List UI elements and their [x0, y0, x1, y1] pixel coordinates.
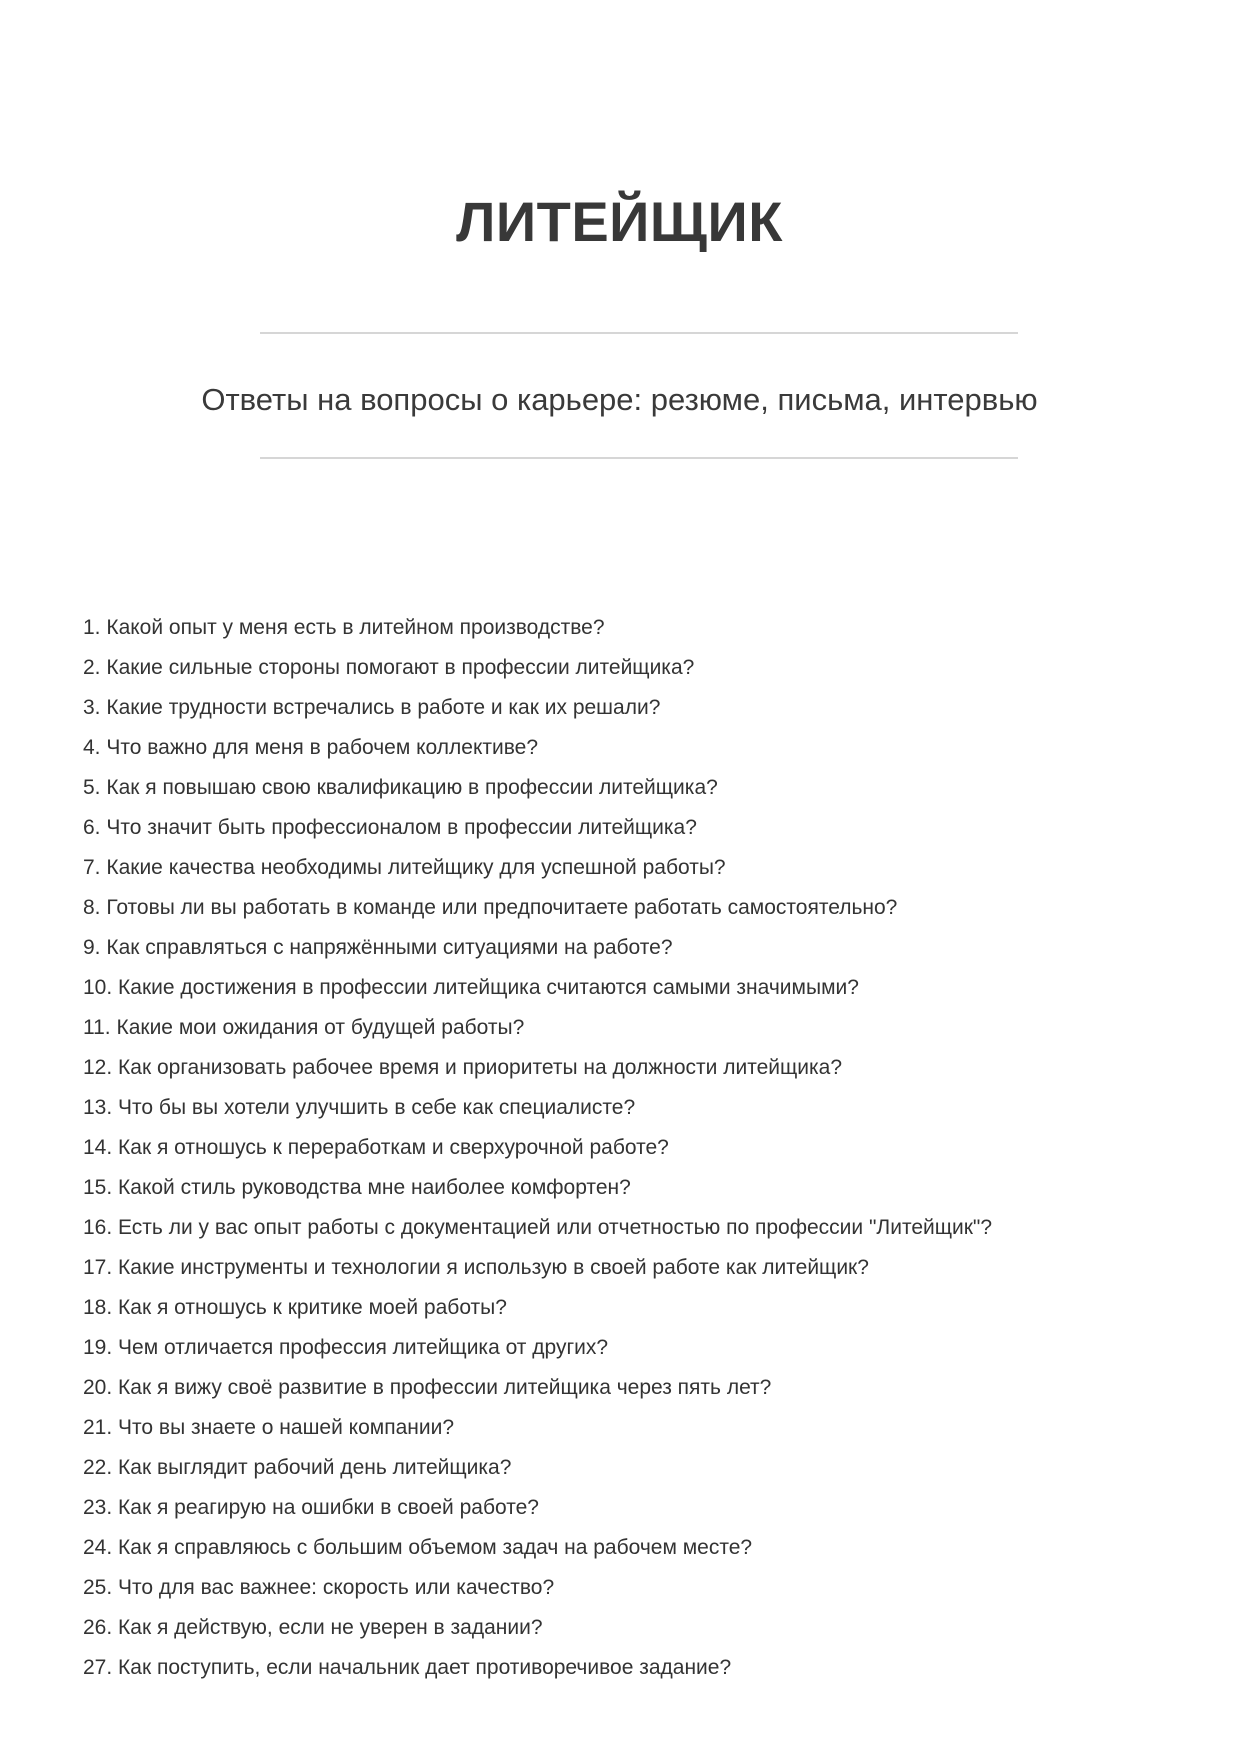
question-item: 11. Какие мои ожидания от будущей работы?	[83, 1016, 525, 1039]
question-item: 12. Как организовать рабочее время и приоритеты на должности литейщика?	[83, 1056, 843, 1079]
question-item: 13. Что бы вы хотели улучшить в себе как специалисте?	[83, 1096, 636, 1119]
page-subtitle: Ответы на вопросы о карьере: резюме, письма, интервью	[201, 382, 1038, 417]
question-item: 5. Как я повышаю свою квалификацию в профессии литейщика?	[83, 776, 718, 799]
question-item: 17. Какие инструменты и технологии я использую в своей работе как литейщик?	[83, 1256, 869, 1279]
question-item: 18. Как я отношусь к критике моей работы?	[83, 1296, 507, 1319]
question-item: 9. Как справляться с напряжёнными ситуациями на работе?	[83, 936, 673, 959]
question-item: 27. Как поступить, если начальник дает противоречивое задание?	[83, 1656, 732, 1679]
question-item: 24. Как я справляюсь с большим объемом задач на рабочем месте?	[83, 1536, 753, 1559]
question-item: 19. Чем отличается профессия литейщика от других?	[83, 1336, 609, 1359]
question-item: 3. Какие трудности встречались в работе и как их решали?	[83, 696, 661, 719]
question-list	[83, 608, 1199, 1688]
question-item: 16. Есть ли у вас опыт работы с документацией или отчетностью по профессии "Литейщик"?	[83, 1216, 993, 1239]
question-item: 25. Что для вас важнее: скорость или качество?	[83, 1576, 555, 1599]
question-item: 6. Что значит быть профессионалом в профессии литейщика?	[83, 816, 697, 839]
question-item: 4. Что важно для меня в рабочем коллективе?	[83, 736, 538, 759]
question-item: 2. Какие сильные стороны помогают в профессии литейщика?	[83, 656, 695, 679]
question-item: 21. Что вы знаете о нашей компании?	[83, 1416, 454, 1439]
divider-top	[260, 332, 1018, 334]
page-title: ЛИТЕЙЩИК	[456, 190, 783, 253]
question-item: 20. Как я вижу своё развитие в профессии литейщика через пять лет?	[83, 1376, 772, 1399]
question-item: 7. Какие качества необходимы литейщику для успешной работы?	[83, 856, 726, 879]
question-item: 1. Какой опыт у меня есть в литейном производстве?	[83, 616, 605, 639]
question-item: 15. Какой стиль руководства мне наиболее комфортен?	[83, 1176, 631, 1199]
question-item: 14. Как я отношусь к переработкам и сверхурочной работе?	[83, 1136, 669, 1159]
question-item: 26. Как я действую, если не уверен в задании?	[83, 1616, 543, 1639]
question-item: 8. Готовы ли вы работать в команде или предпочитаете работать самостоятельно?	[83, 896, 898, 919]
question-item: 22. Как выглядит рабочий день литейщика?	[83, 1456, 512, 1479]
question-item: 10. Какие достижения в профессии литейщика считаются самыми значимыми?	[83, 976, 859, 999]
question-item: 23. Как я реагирую на ошибки в своей работе?	[83, 1496, 539, 1519]
divider-bottom	[260, 457, 1018, 459]
